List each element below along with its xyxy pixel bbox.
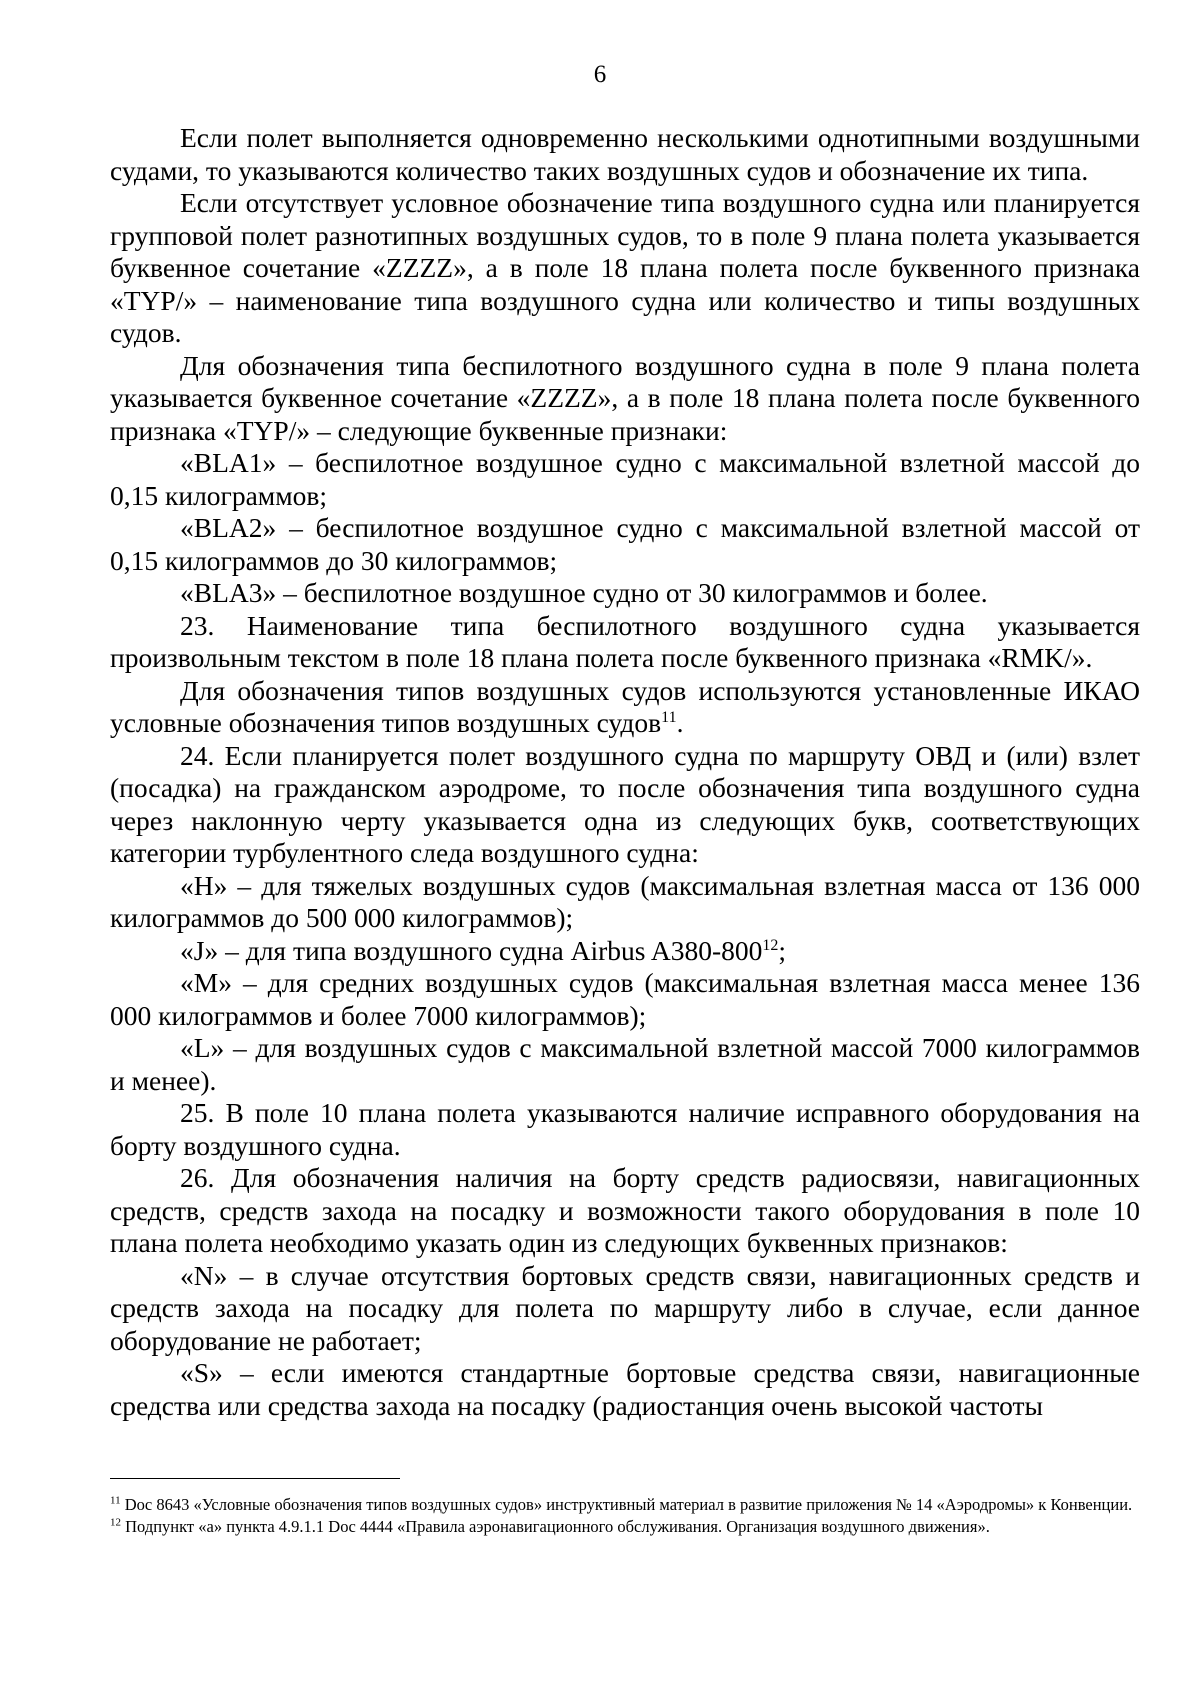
paragraph-uav-type-designation: Для обозначения типа беспилотного воздушного судна в поле 9 плана полета указывается буквенное сочетание «ZZZZ», а в поле 18 плана полета после буквенного признака «TYP/» – следующие буквенные признаки: bbox=[110, 349, 1140, 446]
paragraph-bla2: «BLA2» – беспилотное воздушное судно с максимальной взлетной массой от 0,15 килограммов до 30 килограммов; bbox=[110, 512, 1140, 576]
paragraph-bla3: «BLA3» – беспилотное воздушное судно от 30 килограммов и более. bbox=[180, 577, 988, 608]
footnote-11: $^{11}$ Doc 8643 «Условные обозначения типов воздушных судов» инструктивный материал в развитие приложения № 14 «Аэродромы» к Конвенции. bbox=[110, 1494, 1133, 1514]
footnote-ref-11: 11 bbox=[661, 708, 677, 726]
footnote-number: 11 bbox=[110, 1494, 121, 1507]
paragraph-same-type-group: Если полет выполняется одновременно несколькими однотипными воздушными судами, то указываются количество таких воздушных судов и обозначение их типа. bbox=[110, 122, 1140, 186]
paragraph-icao-designators: Для обозначения типов воздушных судов используются установленные ИКАО условные обозначения типов воздушных судов$^{11}$. bbox=[110, 674, 1140, 738]
paragraph-bla1: «BLA1» – беспилотное воздушное судно с максимальной взлетной массой до 0,15 килограммов; bbox=[110, 447, 1140, 511]
paragraph-equipment-s: «S» – если имеются стандартные бортовые средства связи, навигационные средства или средства захода на посадку (радиостанция очень высокой частоты bbox=[110, 1357, 1140, 1421]
paragraph-item-24: 24. Если планируется полет воздушного судна по маршруту ОВД и (или) взлет (посадка) на гражданском аэродроме, то после обозначения типа воздушного судна через наклонную черту указывается одна из следующих букв, соответствующих категории турбулентного следа воздушного судна: bbox=[110, 739, 1140, 868]
footnote-divider bbox=[110, 1478, 400, 1479]
footnote-12: $^{12}$ Подпункт «а» пункта 4.9.1.1 Doc 4444 «Правила аэронавигационного обслуживания. Организация воздушного движения». bbox=[110, 1516, 990, 1536]
body-text bbox=[110, 122, 1140, 1422]
paragraph-category-l: «L» – для воздушных судов с максимальной взлетной массой 7000 килограммов и менее). bbox=[110, 1032, 1140, 1096]
paragraph-category-j: «J» – для типа воздушного судна Airbus $A380-800^{12}$; bbox=[180, 934, 787, 966]
footnote-ref-12: 12 bbox=[762, 936, 779, 954]
paragraph-zzzz-no-designator: Если отсутствует условное обозначение типа воздушного судна или планируется групповой полет разнотипных воздушных судов, то в поле 9 плана полета указывается буквенное сочетание «ZZZZ», а в поле 18 плана полета после буквенного признака «TYP/» – наименование типа воздушного судна или количество и типы воздушных судов. bbox=[110, 187, 1140, 348]
paragraph-category-h: «H» – для тяжелых воздушных судов (максимальная взлетная масса от 136 000 килограммов до 500 000 килограммов); bbox=[110, 869, 1140, 933]
paragraph-item-25: 25. В поле 10 плана полета указываются наличие исправного оборудования на борту воздушного судна. bbox=[110, 1097, 1140, 1161]
paragraph-item-26: 26. Для обозначения наличия на борту средств радиосвязи, навигационных средств, средств захода на посадку и возможности такого оборудования в поле 10 плана полета необходимо указать один из следующих буквенных признаков: bbox=[110, 1162, 1140, 1258]
paragraph-category-m: «M» – для средних воздушных судов (максимальная взлетная масса менее 136 000 килограммов и более 7000 килограммов); bbox=[110, 967, 1140, 1031]
footnote-number: 12 bbox=[110, 1516, 121, 1529]
paragraph-equipment-n: «N» – в случае отсутствия бортовых средств связи, навигационных средств и средств захода на посадку для полета по маршруту либо в случае, если данное оборудование не работает; bbox=[110, 1259, 1140, 1356]
footnotes bbox=[110, 1494, 1140, 1538]
page-number: 6 bbox=[593, 61, 607, 88]
paragraph-item-23: 23. Наименование типа беспилотного воздушного судна указывается произвольным текстом в поле 18 плана полета после буквенного признака «RMK/». bbox=[110, 609, 1140, 673]
